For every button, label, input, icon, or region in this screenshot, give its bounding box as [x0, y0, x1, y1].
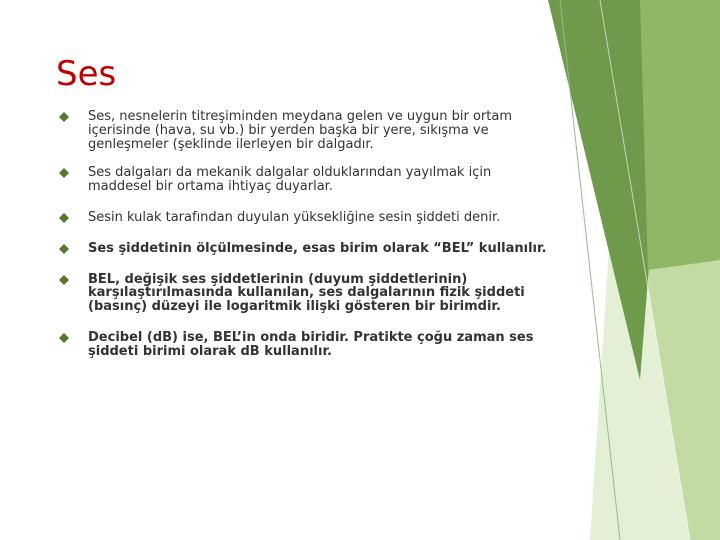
- bullet-item: [56, 242, 556, 256]
- bullet-text: Ses şiddetinin ölçülmesinde, esas birim olarak “BEL” kullanılır.: [88, 240, 547, 256]
- bullet-item: [56, 273, 556, 314]
- bullet-list: [56, 110, 556, 376]
- bullet-item: [56, 166, 556, 194]
- bullet-text: Ses dalgaları da mekanik dalgalar olduklarından yayılmak için maddesel bir ortama ihtiyaç duyarlar.: [88, 165, 492, 195]
- accent-shape-mid: [640, 0, 720, 270]
- diamond-bullet-icon: [59, 275, 69, 285]
- bullet-text: Ses, nesnelerin titreşiminden meydana gelen ve uygun bir ortam içerisinde (hava, su vb.) bir yerden başka bir yere, sıkışma ve genleşmeler (şeklinde ilerleyen bir dalgadır.: [88, 109, 512, 152]
- diamond-bullet-icon: [59, 168, 69, 178]
- bullet-item: [56, 211, 556, 225]
- bullet-text: Sesin kulak tarafından duyulan yüksekliğine sesin şiddeti denir.: [88, 209, 501, 225]
- bullet-item: [56, 331, 556, 359]
- diamond-bullet-icon: [59, 333, 69, 343]
- diamond-bullet-icon: [59, 213, 69, 223]
- bullet-text: Decibel (dB) ise, BEL’in onda biridir. Pratikte çoğu zaman ses şiddeti birimi olarak dB kullanılır.: [88, 329, 534, 359]
- bullet-item: [56, 110, 556, 151]
- slide-title: Ses: [56, 54, 117, 94]
- diamond-bullet-icon: [59, 244, 69, 254]
- bullet-text: BEL, değişik ses şiddetlerinin (duyum şiddetlerinin) karşılaştırılmasında kullanılan, ses dalgalarının fizik şiddeti (basınç) düzeyi ile logaritmik ilişki gösteren bir birimdir.: [88, 271, 525, 315]
- diamond-bullet-icon: [59, 112, 69, 122]
